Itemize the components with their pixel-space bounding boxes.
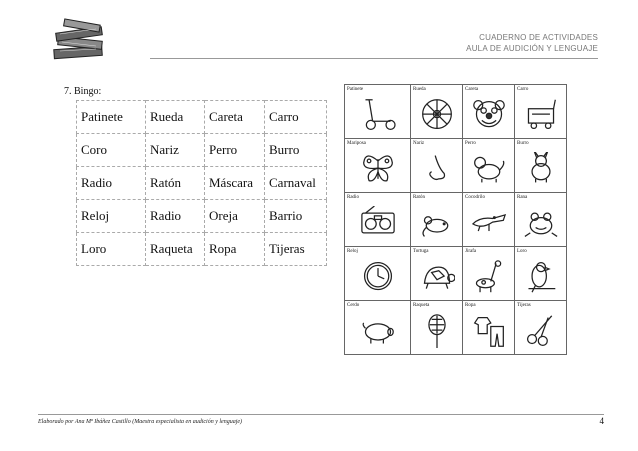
picture-label: Ropa — [465, 303, 476, 308]
footer-divider — [38, 414, 604, 415]
page-number: 4 — [599, 416, 604, 426]
parrot-icon — [523, 260, 559, 294]
bingo-row — [77, 200, 327, 233]
mouse-icon — [419, 206, 455, 240]
picture-row — [345, 85, 567, 139]
picture-label: Jirafa — [465, 249, 477, 254]
turtle-icon — [419, 260, 455, 294]
bingo-word-cell: Carnaval — [265, 167, 327, 200]
picture-label: Carro — [517, 87, 529, 92]
crocodile-icon — [471, 206, 507, 240]
picture-label: Radio — [347, 195, 359, 200]
clown-mask-icon — [471, 98, 507, 132]
picture-cell — [515, 139, 567, 193]
frog-icon — [523, 206, 559, 240]
bingo-word-cell: Rueda — [146, 101, 205, 134]
bingo-picture-grid — [344, 84, 567, 355]
picture-label: Tortuga — [413, 249, 429, 254]
scissors-icon — [523, 314, 559, 348]
picture-label: Reloj — [347, 249, 358, 254]
dog-icon — [471, 152, 507, 186]
bingo-word-cell: Loro — [77, 233, 146, 266]
bingo-word-cell: Nariz — [146, 134, 205, 167]
bingo-word-cell: Ratón — [146, 167, 205, 200]
picture-cell — [411, 139, 463, 193]
bingo-row — [77, 233, 327, 266]
donkey-icon — [523, 152, 559, 186]
picture-cell — [411, 247, 463, 301]
bingo-row — [77, 101, 327, 134]
racket-icon — [419, 314, 455, 348]
bingo-word-cell: Ropa — [205, 233, 265, 266]
picture-label: Mariposa — [347, 141, 366, 146]
nose-icon — [419, 152, 455, 186]
bingo-word-cell: Oreja — [205, 200, 265, 233]
picture-cell — [515, 301, 567, 355]
bingo-word-cell: Radio — [77, 167, 146, 200]
pig-icon — [360, 314, 396, 348]
bingo-word-table — [76, 100, 327, 266]
radio-icon — [360, 206, 396, 240]
picture-cell — [345, 301, 411, 355]
picture-row — [345, 247, 567, 301]
picture-row — [345, 301, 567, 355]
picture-cell — [345, 85, 411, 139]
footer-credit: Elaborado por Ana Mª Ibáñez Castillo (Maestra especialista en audición y lenguaje) — [38, 419, 243, 425]
picture-label: Raqueta — [413, 303, 430, 308]
picture-cell — [515, 85, 567, 139]
bingo-word-cell: Carro — [265, 101, 327, 134]
bingo-word-cell: Tijeras — [265, 233, 327, 266]
picture-cell — [515, 193, 567, 247]
picture-cell — [411, 301, 463, 355]
bingo-word-cell: Coro — [77, 134, 146, 167]
picture-label: Rana — [517, 195, 528, 200]
picture-cell — [411, 193, 463, 247]
header-divider — [150, 58, 598, 59]
picture-cell — [411, 85, 463, 139]
picture-label: Patinete — [347, 87, 364, 92]
picture-label: Rueda — [413, 87, 426, 92]
bingo-word-cell: Patinete — [77, 101, 146, 134]
document-header — [466, 32, 598, 54]
clothes-icon — [471, 314, 507, 348]
bingo-word-cell: Barrio — [265, 200, 327, 233]
picture-label: Nariz — [413, 141, 425, 146]
picture-cell — [463, 85, 515, 139]
exercise-label: 7. Bingo: — [64, 86, 102, 97]
header-line-2: AULA DE AUDICIÓN Y LENGUAJE — [466, 44, 598, 53]
giraffe-icon — [471, 260, 507, 294]
bingo-row — [77, 134, 327, 167]
picture-row — [345, 193, 567, 247]
bingo-word-cell: Careta — [205, 101, 265, 134]
picture-label: Tijeras — [517, 303, 531, 308]
bingo-word-cell: Reloj — [77, 200, 146, 233]
picture-cell — [463, 139, 515, 193]
picture-cell — [463, 193, 515, 247]
bingo-word-cell: Raqueta — [146, 233, 205, 266]
picture-cell — [345, 193, 411, 247]
bingo-word-cell: Burro — [265, 134, 327, 167]
picture-label: Loro — [517, 249, 527, 254]
picture-label: Ratón — [413, 195, 425, 200]
wheel-icon — [419, 98, 455, 132]
bingo-row — [77, 167, 327, 200]
cart-icon — [523, 98, 559, 132]
picture-label: Burro — [517, 141, 529, 146]
picture-label: Careta — [465, 87, 479, 92]
picture-label: Perro — [465, 141, 476, 146]
picture-label: Cocodrilo — [465, 195, 485, 200]
clock-icon — [360, 260, 396, 294]
header-line-1: CUADERNO DE ACTIVIDADES — [479, 33, 598, 42]
picture-cell — [345, 247, 411, 301]
picture-row — [345, 139, 567, 193]
picture-cell — [345, 139, 411, 193]
picture-cell — [463, 301, 515, 355]
scooter-icon — [360, 98, 396, 132]
bingo-word-cell: Máscara — [205, 167, 265, 200]
picture-cell — [463, 247, 515, 301]
picture-label: Cerdo — [347, 303, 360, 308]
picture-cell — [515, 247, 567, 301]
butterfly-icon — [360, 152, 396, 186]
books-logo-icon — [50, 18, 110, 64]
bingo-word-cell: Radio — [146, 200, 205, 233]
bingo-word-cell: Perro — [205, 134, 265, 167]
